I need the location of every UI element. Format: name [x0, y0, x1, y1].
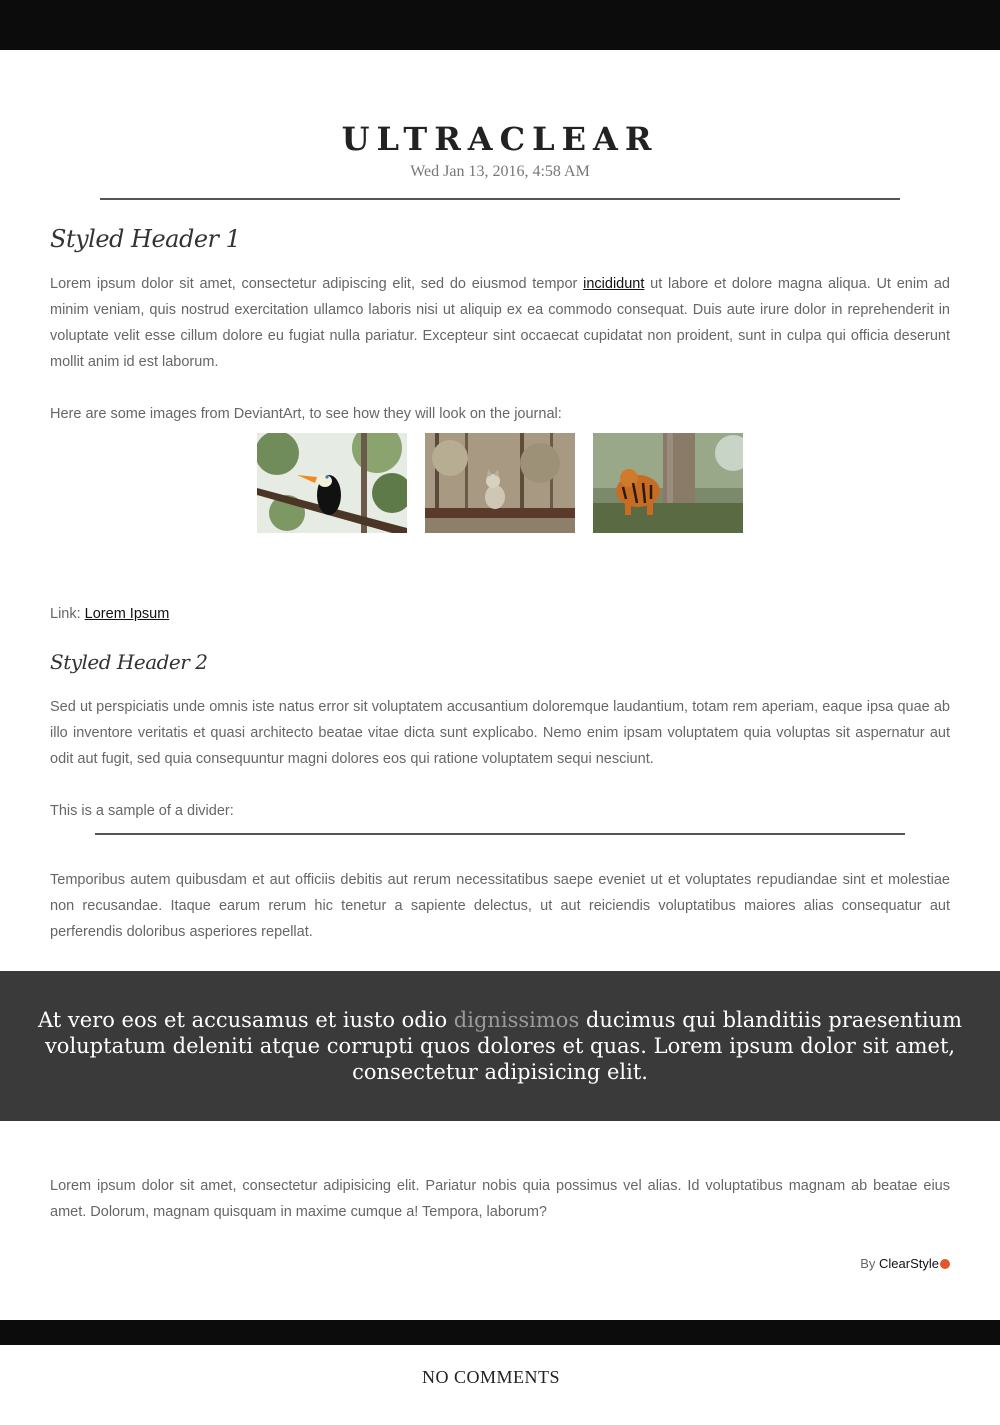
comments-heading[interactable]: NO COMMENTS	[421, 1367, 560, 1387]
closing-paragraph: Lorem ipsum dolor sit amet, consectetur adipisicing elit. Pariatur nobis quia possimus vel alias. Id voluptatibus magnam ab beatae eius amet. Dolorum, magnam quisquam in maxime cumque a! Tempora, laborum?	[50, 1178, 950, 1220]
tiger-image[interactable]	[593, 433, 743, 533]
toucan-image[interactable]	[257, 433, 407, 533]
quote-text	[28, 1007, 972, 1085]
journal-title: ULTRACLEAR	[341, 120, 659, 158]
byline	[860, 1256, 950, 1271]
incididunt-link[interactable]: incididunt	[583, 276, 645, 292]
top-bar	[0, 0, 1000, 50]
image-gallery	[257, 433, 743, 533]
intro-paragraph	[50, 271, 950, 375]
clearstyle-link[interactable]: ClearStyle	[879, 1256, 939, 1271]
quote-text-start: At vero eos et accusamus et iusto odio	[37, 1008, 454, 1032]
sample-divider	[95, 833, 905, 835]
intro-text-start: Lorem ipsum dolor sit amet, consectetur adipiscing elit, sed do eiusmod tempor	[50, 276, 584, 292]
link-line	[50, 601, 950, 627]
cat-image[interactable]	[425, 433, 575, 533]
quote-highlight: dignissimos	[453, 1008, 580, 1032]
divider-intro: This is a sample of a divider:	[50, 803, 234, 819]
clearstyle-logo-icon	[940, 1259, 950, 1269]
by-label: By	[860, 1256, 880, 1271]
after-divider-paragraph: Temporibus autem quibusdam et aut officiis debitis aut rerum necessitatibus saepe eveniet ut et voluptates repudiandae sint et molestiae non recusandae. Itaque earum rerum hic tenetur a sapiente delectus, ut aut reiciendis voluptatibus maiores alias consequatur aut perferendis doloribus asperiores repellat.	[50, 872, 950, 940]
intro-text-end: ut labore et dolore magna aliqua. Ut enim ad minim veniam, quis nostrud exercitation ullamco laboris nisi ut aliquip ex ea commodo consequat. Duis aute irure dolor in reprehenderit in voluptate velit esse cillum dolore eu fugiat nulla pariatur. Excepteur sint occaecat cupidatat non proident, sunt in culpa qui officia deserunt mollit anim id est laborum.	[50, 276, 950, 370]
header-divider	[100, 198, 900, 200]
quote-block	[0, 971, 1000, 1121]
styled-header-1: Styled Header 1	[50, 225, 241, 253]
images-intro: Here are some images from DeviantArt, to see how they will look on the journal:	[50, 406, 562, 422]
quote-text-end: ducimus qui blanditiis praesentium voluptatum deleniti atque corrupti quos dolores et quas. Lorem ipsum dolor sit amet, consectetur adipisicing elit.	[44, 1008, 963, 1084]
link-label: Link:	[50, 606, 85, 622]
bottom-bar	[0, 1320, 1000, 1345]
styled-header-2: Styled Header 2	[50, 650, 208, 674]
lorem-ipsum-link[interactable]: Lorem Ipsum	[84, 606, 170, 622]
section2-paragraph: Sed ut perspiciatis unde omnis iste natus error sit voluptatem accusantium doloremque laudantium, totam rem aperiam, eaque ipsa quae ab illo inventore veritatis et quasi architecto beatae vitae dicta sunt explicabo. Nemo enim ipsam voluptatem quia voluptas sit aspernatur aut odit aut fugit, sed quia consequuntur magni dolores eos qui ratione voluptatem sequi nesciunt.	[50, 699, 950, 767]
journal-date: Wed Jan 13, 2016, 4:58 AM	[410, 163, 590, 180]
